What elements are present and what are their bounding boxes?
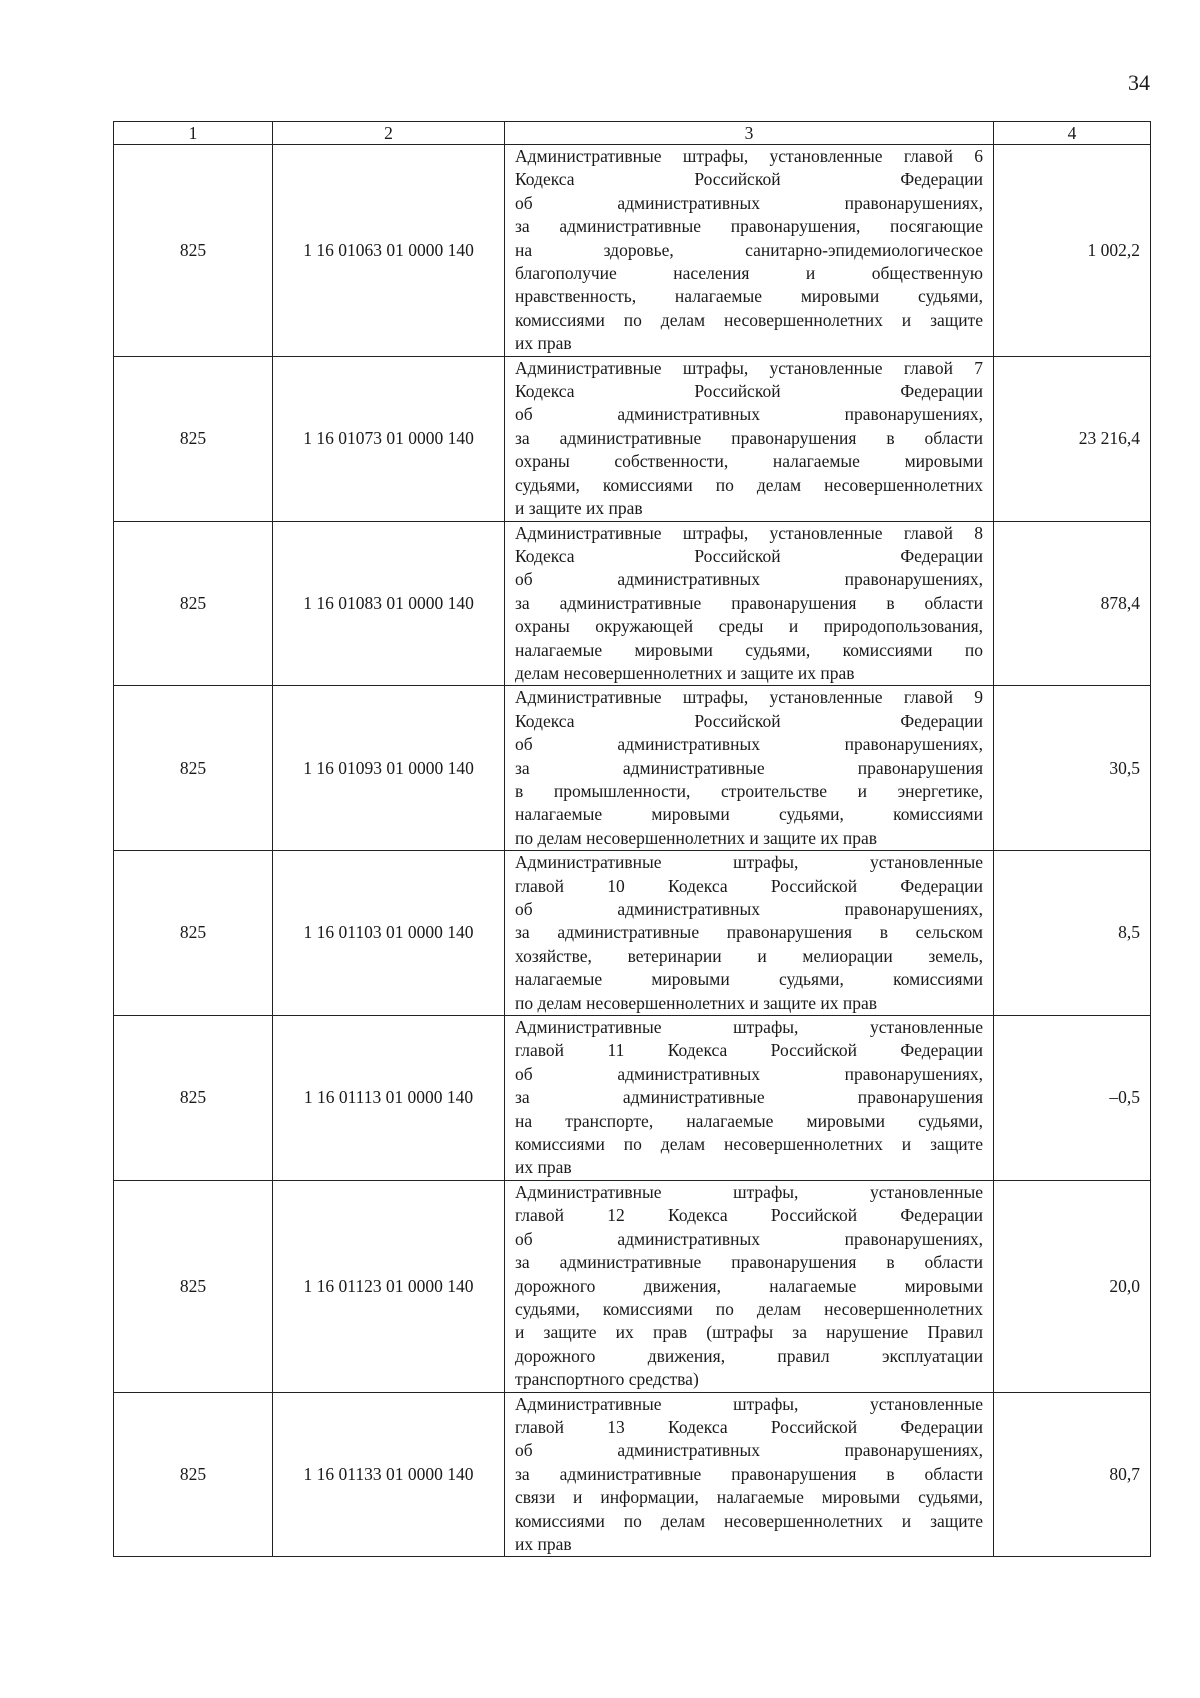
admin-code-cell: 825 bbox=[114, 1392, 273, 1557]
description-line: за административные правонарушения, посягающие bbox=[515, 216, 983, 237]
description-line: об административных правонарушениях, bbox=[515, 569, 983, 590]
table-row bbox=[114, 1016, 1151, 1181]
description-line: судьями, комиссиями по делам несовершеннолетних bbox=[515, 1298, 983, 1319]
table-row bbox=[114, 356, 1151, 521]
page-number: 34 bbox=[1128, 70, 1150, 95]
amount-cell: 8,5 bbox=[994, 851, 1151, 1016]
revenue-table bbox=[113, 121, 1151, 1557]
description-line: главой 10 Кодекса Российской Федерации bbox=[515, 875, 983, 896]
column-header-3: 3 bbox=[505, 122, 994, 145]
description-cell bbox=[505, 145, 994, 357]
column-header-4: 4 bbox=[994, 122, 1151, 145]
description-line: по делам несовершеннолетних и защите их прав bbox=[515, 827, 878, 848]
description-line: комиссиями по делам несовершеннолетних и защите bbox=[515, 1134, 983, 1155]
description-line: об административных правонарушениях, bbox=[515, 1440, 983, 1461]
admin-code-cell: 825 bbox=[114, 686, 273, 851]
table-row bbox=[114, 1392, 1151, 1557]
description-line: об административных правонарушениях, bbox=[515, 734, 983, 755]
budget-code-cell: 1 16 01083 01 0000 140 bbox=[273, 521, 505, 686]
description-cell bbox=[505, 1392, 994, 1557]
amount-cell: 23 216,4 bbox=[994, 356, 1151, 521]
description-line: налагаемые мировыми судьями, комиссиями по bbox=[515, 639, 983, 660]
budget-code-cell: 1 16 01103 01 0000 140 bbox=[273, 851, 505, 1016]
description-line: об административных правонарушениях, bbox=[515, 1228, 983, 1249]
description-line: налагаемые мировыми судьями, комиссиями bbox=[515, 969, 983, 990]
budget-code-cell: 1 16 01063 01 0000 140 bbox=[273, 145, 505, 357]
description-line: Административные штрафы, установленные bbox=[515, 1393, 983, 1414]
description-line: Административные штрафы, установленные главой 8 bbox=[515, 522, 983, 543]
description-line: дорожного движения, налагаемые мировыми bbox=[515, 1275, 983, 1296]
description-line: на здоровье, санитарно-эпидемиологическое bbox=[515, 239, 983, 260]
description-line: судьями, комиссиями по делам несовершеннолетних bbox=[515, 474, 983, 495]
description-line: об административных правонарушениях, bbox=[515, 192, 983, 213]
description-line: делам несовершеннолетних и защите их прав bbox=[515, 662, 855, 683]
description-line: Кодекса Российской Федерации bbox=[515, 545, 983, 566]
description-cell bbox=[505, 521, 994, 686]
description-cell bbox=[505, 356, 994, 521]
description-line: за административные правонарушения в области bbox=[515, 1252, 983, 1273]
amount-cell: 20,0 bbox=[994, 1180, 1151, 1392]
table-row bbox=[114, 851, 1151, 1016]
description-line: Кодекса Российской Федерации bbox=[515, 710, 983, 731]
description-line: их прав bbox=[515, 333, 572, 354]
description-line: их прав bbox=[515, 1533, 572, 1554]
description-line: Кодекса Российской Федерации bbox=[515, 381, 983, 402]
description-line: Административные штрафы, установленные главой 6 bbox=[515, 146, 983, 166]
table-row bbox=[114, 145, 1151, 357]
description-line: за административные правонарушения bbox=[515, 757, 983, 778]
table-row bbox=[114, 521, 1151, 686]
admin-code-cell: 825 bbox=[114, 1180, 273, 1392]
admin-code-cell: 825 bbox=[114, 851, 273, 1016]
budget-code-cell: 1 16 01113 01 0000 140 bbox=[273, 1016, 505, 1181]
admin-code-cell: 825 bbox=[114, 145, 273, 357]
description-line: нравственность, налагаемые мировыми судьями, bbox=[515, 286, 983, 307]
description-line: за административные правонарушения в области bbox=[515, 1463, 983, 1484]
description-line: охраны окружающей среды и природопользования, bbox=[515, 616, 983, 637]
description-line: и защите их прав bbox=[515, 498, 643, 519]
admin-code-cell: 825 bbox=[114, 1016, 273, 1181]
description-line: на транспорте, налагаемые мировыми судьями, bbox=[515, 1110, 983, 1131]
description-line: за административные правонарушения в сельском bbox=[515, 922, 983, 943]
description-line: охраны собственности, налагаемые мировыми bbox=[515, 451, 983, 472]
description-line: их прав bbox=[515, 1157, 572, 1178]
budget-code-cell: 1 16 01073 01 0000 140 bbox=[273, 356, 505, 521]
description-line: об административных правонарушениях, bbox=[515, 1063, 983, 1084]
column-header-1: 1 bbox=[114, 122, 273, 145]
amount-cell: 1 002,2 bbox=[994, 145, 1151, 357]
description-line: за административные правонарушения в области bbox=[515, 592, 983, 613]
description-line: транспортного средства) bbox=[515, 1369, 699, 1390]
description-cell bbox=[505, 1180, 994, 1392]
description-cell bbox=[505, 686, 994, 851]
table-row bbox=[114, 686, 1151, 851]
description-line: по делам несовершеннолетних и защите их прав bbox=[515, 992, 878, 1013]
admin-code-cell: 825 bbox=[114, 521, 273, 686]
description-line: Административные штрафы, установленные bbox=[515, 1181, 983, 1202]
description-line: за административные правонарушения bbox=[515, 1087, 983, 1108]
budget-code-cell: 1 16 01133 01 0000 140 bbox=[273, 1392, 505, 1557]
description-line: в промышленности, строительстве и энергетике, bbox=[515, 780, 983, 801]
amount-cell: 878,4 bbox=[994, 521, 1151, 686]
description-line: главой 11 Кодекса Российской Федерации bbox=[515, 1040, 983, 1061]
amount-cell: 30,5 bbox=[994, 686, 1151, 851]
description-line: налагаемые мировыми судьями, комиссиями bbox=[515, 804, 983, 825]
description-line: об административных правонарушениях, bbox=[515, 404, 983, 425]
description-line: дорожного движения, правил эксплуатации bbox=[515, 1345, 983, 1366]
description-line: Административные штрафы, установленные главой 9 bbox=[515, 687, 983, 708]
amount-cell: –0,5 bbox=[994, 1016, 1151, 1181]
description-line: комиссиями по делам несовершеннолетних и защите bbox=[515, 309, 983, 330]
description-line: за административные правонарушения в области bbox=[515, 427, 983, 448]
table-header-row bbox=[114, 122, 1151, 145]
amount-cell: 80,7 bbox=[994, 1392, 1151, 1557]
description-line: Административные штрафы, установленные bbox=[515, 1017, 983, 1038]
budget-code-cell: 1 16 01093 01 0000 140 bbox=[273, 686, 505, 851]
description-cell bbox=[505, 851, 994, 1016]
table-row bbox=[114, 1180, 1151, 1392]
description-line: об административных правонарушениях, bbox=[515, 899, 983, 919]
description-line: Административные штрафы, установленные bbox=[515, 852, 983, 873]
column-header-2: 2 bbox=[273, 122, 505, 145]
table-body bbox=[114, 145, 1151, 1557]
description-line: и защите их прав (штрафы за нарушение Правил bbox=[515, 1322, 983, 1343]
admin-code-cell: 825 bbox=[114, 356, 273, 521]
description-line: хозяйстве, ветеринарии и мелиорации земель, bbox=[515, 945, 983, 966]
description-line: комиссиями по делам несовершеннолетних и защите bbox=[515, 1510, 983, 1531]
description-cell bbox=[505, 1016, 994, 1181]
description-line: Кодекса Российской Федерации bbox=[515, 169, 983, 190]
budget-code-cell: 1 16 01123 01 0000 140 bbox=[273, 1180, 505, 1392]
description-line: главой 12 Кодекса Российской Федерации bbox=[515, 1205, 983, 1226]
description-line: главой 13 Кодекса Российской Федерации bbox=[515, 1416, 983, 1437]
description-line: Административные штрафы, установленные главой 7 bbox=[515, 357, 983, 378]
description-line: связи и информации, налагаемые мировыми судьями, bbox=[515, 1487, 983, 1508]
description-line: благополучие населения и общественную bbox=[515, 263, 983, 284]
